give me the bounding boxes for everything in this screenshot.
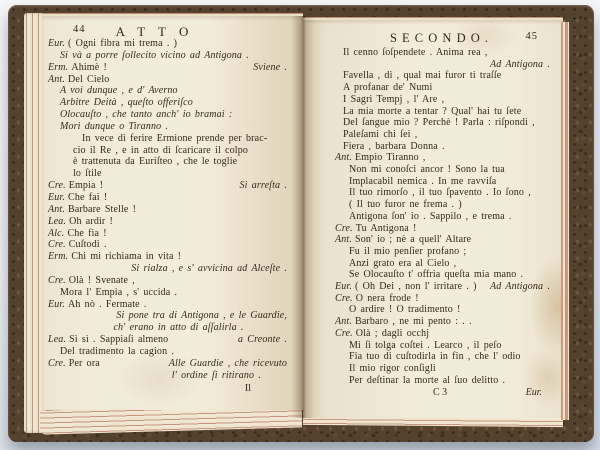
speaker-abbreviation: Erm. [48, 61, 69, 73]
verse-text: Anzi grato era al Cielo , [349, 257, 457, 269]
text-line [48, 251, 287, 263]
text-line [335, 223, 550, 235]
verse-text: Paleſami chi ſei , [343, 128, 418, 140]
text-line [48, 192, 287, 204]
verse-text: Empia ! [68, 180, 104, 192]
verse-text: Chi mi richiama in vita ! [71, 251, 182, 263]
speaker-abbreviation: Eur. [335, 281, 352, 293]
text-line [335, 59, 550, 71]
text-line [335, 211, 550, 223]
text-line [335, 152, 550, 164]
text-line [48, 370, 287, 382]
text-line [335, 117, 550, 129]
speaker-abbreviation: Cre. [48, 274, 66, 286]
text-line [335, 258, 550, 270]
verse-text: O nera frode ! [355, 292, 419, 304]
verse-text: Ahimè ! [71, 61, 107, 73]
stage-direction: ch' erano in atto di aſſalirla . [113, 322, 244, 334]
verse-text: Per ora [68, 357, 100, 369]
verse-text: Fia tuo di cuſtodirla in fin , che l' odio [349, 351, 521, 363]
text-line [335, 375, 550, 387]
verse-text: Fu il mio penſier profano ; [349, 245, 467, 257]
verse-text: Barbare Stelle ! [68, 203, 137, 215]
verse-text: Cuſtodi . [68, 239, 107, 251]
text-line [48, 346, 287, 358]
speaker-abbreviation: Ant. [48, 203, 65, 215]
verse-text: Son' io ; nè a quell' Altare [355, 234, 472, 246]
verse-text: Del ſangue mio ? Perchè ! Parla : riſpondi , [343, 117, 535, 129]
verse-text: Oh ardir ! [69, 215, 114, 227]
text-line [335, 164, 550, 176]
text-line [48, 322, 287, 334]
verse-text: Implacabil nemica . In me ravviſa [349, 175, 497, 187]
speaker-abbreviation: Cre. [48, 180, 66, 192]
verse-text: ( Ogni fibra mi trema . ) [68, 38, 178, 49]
text-line [48, 50, 287, 62]
speaker-abbreviation: Ant. [335, 316, 352, 328]
right-page-header-row [335, 29, 550, 47]
verse-text: Per deſtinar la morte al ſuo delitto . [349, 374, 506, 386]
speaker-abbreviation: Lea. [48, 215, 67, 227]
stage-direction: Olocauſto , che tanto anch' io bramai : [60, 109, 233, 121]
verse-text: Ah nò . Fermate . [68, 298, 147, 310]
verse-text: Fiera , barbara Donna . [343, 140, 445, 152]
text-line [335, 351, 550, 363]
verse-text: Il cenno ſoſpendete . Anima rea , [343, 47, 488, 58]
text-line [335, 304, 550, 316]
text-line [335, 47, 550, 59]
verse-text: Mi ſi tolga coſtei . Learco , il peſo [349, 339, 502, 351]
text-line [48, 121, 287, 133]
speaker-abbreviation: Ant. [48, 73, 65, 85]
verse-text: Tu Antigona ! [355, 222, 417, 234]
inline-stage-direction: a Creonte . [238, 334, 287, 346]
page-number-left: 44 [73, 24, 86, 35]
signature-mark: C 3 [433, 387, 448, 398]
speaker-abbreviation: Cre. [335, 292, 353, 304]
stage-direction: l' ordine ſi ritirano . [171, 369, 261, 381]
inline-stage-direction: Ad Antigona . [489, 281, 550, 293]
text-line [48, 97, 287, 109]
right-page-footer [335, 387, 550, 401]
verse-text: Se Olocauſto t' offria queſta mia mano . [349, 269, 524, 281]
text-line [335, 340, 550, 352]
text-line [48, 204, 287, 216]
speaker-abbreviation: Erm. [48, 251, 69, 263]
speaker-abbreviation: Eur. [48, 38, 65, 49]
page-number-right: 45 [525, 31, 538, 42]
text-line [48, 358, 287, 370]
verse-text: Sì sì . Sappiaſi almeno [69, 334, 169, 346]
text-line [335, 269, 550, 281]
catchword-left: Il [244, 383, 251, 394]
text-line [48, 74, 287, 86]
inline-stage-direction: Sviene . [253, 61, 287, 73]
running-title-left: A T T O [115, 24, 194, 39]
verse-text: Olà ! Svenate , [68, 274, 135, 286]
text-line [48, 145, 287, 157]
page-edges-right [561, 22, 569, 420]
stage-direction: Mori dunque o Tiranno . [60, 120, 169, 132]
text-line [48, 263, 287, 275]
speaker-abbreviation: Cre. [335, 327, 353, 339]
verse-text: La mia morte a tentar ? Qual' hai tu ſete [343, 105, 522, 117]
text-line [48, 156, 287, 168]
right-page [303, 20, 563, 418]
text-line [48, 287, 287, 299]
text-line [335, 281, 550, 293]
verse-text: Il mio rigor conſigli [349, 362, 436, 374]
verse-text: ( Il tuo furor ne frema . ) [349, 199, 462, 211]
text-line [48, 275, 287, 287]
text-line [48, 168, 287, 180]
verse-text: Che fia ! [67, 227, 107, 239]
verse-text: Favella , dì , qual mai furor ti traſſe [343, 70, 502, 82]
text-line [48, 228, 287, 240]
verse-text: Non mi conoſci ancor ! Sono la tua [349, 164, 505, 176]
speaker-abbreviation: Eur. [48, 298, 65, 310]
text-line [48, 239, 287, 251]
verse-text: Barbaro , ne mi pento : . . [355, 316, 472, 328]
text-line [48, 133, 287, 145]
verse-text: I Sagri Tempj , l' Are , [343, 93, 445, 105]
verse-text: Il tuo rimorſo , il tuo ſpavento . Io ſono , [349, 187, 531, 199]
verse-text: cio il Re , e in atto di ſcaricare il colpo [73, 144, 249, 156]
text-line [335, 82, 550, 94]
catchword-right: Eur. [525, 387, 542, 398]
verse-text: Antigona ſon' io . Sappilo , e trema . [349, 210, 512, 222]
verse-text: ( Oh Dei , non l' irritare . ) [355, 281, 477, 293]
text-line [335, 94, 550, 106]
text-line [335, 234, 550, 246]
text-line [335, 176, 550, 188]
speaker-abbreviation: Cre. [48, 357, 66, 369]
text-line [335, 106, 550, 118]
stage-direction: A voi dunque , e d' Averno [60, 85, 178, 97]
verse-text: Mora l' Empia , s' uccida . [60, 286, 178, 298]
text-line [48, 216, 287, 228]
verse-text: Che fai ! [68, 191, 108, 203]
verse-text: In vece di ferire Ermione prende per brac- [82, 132, 268, 144]
stage-direction: Si và a porre ſollecito vicino ad Antigona . [60, 49, 249, 61]
text-line [335, 316, 550, 328]
verse-text: Empio Tiranno , [355, 152, 426, 164]
inline-stage-direction: Alle Guardie , che ricevuto [168, 357, 287, 369]
text-line [335, 363, 550, 375]
verse-text: A profanar de' Numi [343, 82, 433, 94]
text-line [48, 334, 287, 346]
text-line [48, 310, 287, 322]
text-line [335, 141, 550, 153]
right-page-text [335, 47, 550, 386]
text-line [335, 199, 550, 211]
text-line [335, 70, 550, 82]
verse-text: è trattenuta da Euriſteo , che le toglie [73, 156, 238, 168]
verse-text: O ardire ! O tradimento ! [349, 304, 461, 316]
verse-text: Del tradimento la cagion . [60, 345, 175, 357]
stage-direction: Arbitre Deità , queſto offeriſco [60, 97, 193, 109]
text-line [335, 328, 550, 340]
verse-text: Olà ; dagli occhj [355, 327, 430, 339]
speaker-abbreviation: Cre. [335, 222, 353, 234]
text-line [48, 62, 287, 74]
text-line [48, 38, 287, 50]
text-line [48, 85, 287, 97]
verse-text: Del Cielo [68, 73, 110, 85]
speaker-abbreviation: Alc. [48, 227, 65, 239]
text-line [335, 129, 550, 141]
speaker-abbreviation: Ant. [335, 152, 352, 164]
speaker-abbreviation: Eur. [48, 191, 65, 203]
text-line [48, 109, 287, 121]
text-line [335, 187, 550, 199]
stage-direction: Si rialza , e s' avvicina ad Alceſte . [131, 263, 287, 275]
speaker-abbreviation: Cre. [48, 239, 66, 251]
stage-direction: Ad Antigona . [489, 58, 550, 70]
text-line [48, 180, 287, 192]
text-line [335, 293, 550, 305]
text-line [335, 246, 550, 258]
left-page [42, 16, 303, 410]
verse-text: lo ſtile [73, 168, 102, 180]
speaker-abbreviation: Lea. [48, 334, 67, 346]
inline-stage-direction: Si arreſta . [239, 180, 287, 192]
text-line [48, 299, 287, 311]
left-page-text [48, 38, 287, 381]
stage-direction: Si pone tra di Antigona , e le Guardie, [116, 310, 287, 322]
running-title-right: S E C O N D O . [389, 31, 490, 45]
speaker-abbreviation: Ant. [335, 234, 352, 246]
